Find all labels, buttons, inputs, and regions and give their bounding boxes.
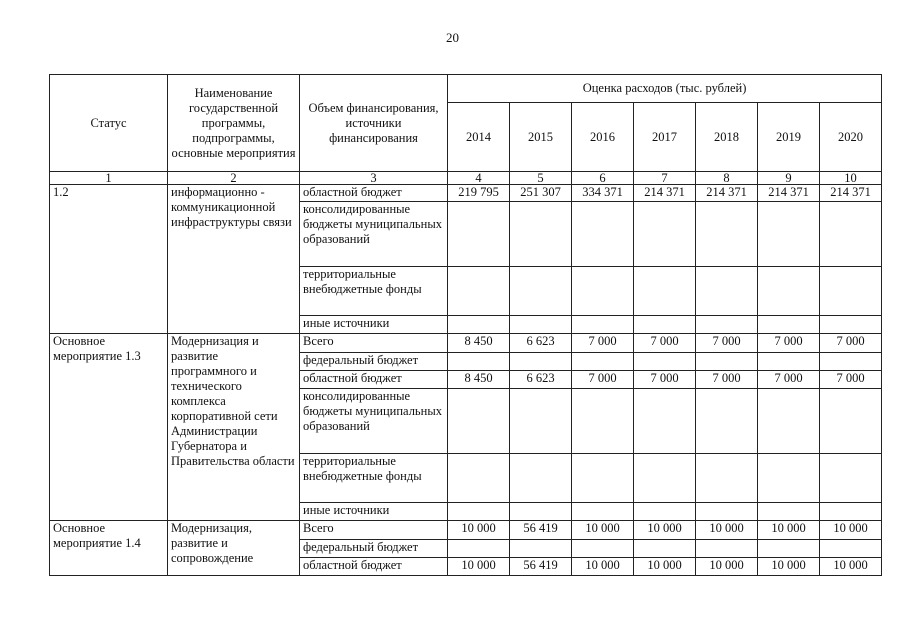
amount-cell xyxy=(758,202,820,267)
amount-cell: 6 623 xyxy=(510,371,572,389)
column-number: 5 xyxy=(510,172,572,185)
column-numbers-row xyxy=(50,172,882,185)
amount-cell xyxy=(634,316,696,334)
header-status: Статус xyxy=(50,75,168,172)
amount-cell xyxy=(510,540,572,558)
amount-cell xyxy=(510,503,572,521)
amount-cell xyxy=(448,389,510,454)
funding-source-cell: иные источники xyxy=(300,316,448,334)
amount-cell xyxy=(572,540,634,558)
column-number: 6 xyxy=(572,172,634,185)
amount-cell: 7 000 xyxy=(634,334,696,353)
amount-cell xyxy=(758,454,820,503)
amount-cell xyxy=(820,267,882,316)
amount-cell xyxy=(696,389,758,454)
column-number: 7 xyxy=(634,172,696,185)
table-row xyxy=(50,185,882,202)
amount-cell: 10 000 xyxy=(758,521,820,540)
amount-cell: 56 419 xyxy=(510,558,572,576)
amount-cell xyxy=(510,202,572,267)
amount-cell: 7 000 xyxy=(696,371,758,389)
amount-cell xyxy=(634,389,696,454)
funding-source-cell: областной бюджет xyxy=(300,371,448,389)
table-row xyxy=(50,334,882,353)
amount-cell xyxy=(696,316,758,334)
amount-cell: 10 000 xyxy=(634,558,696,576)
amount-cell: 214 371 xyxy=(758,185,820,202)
page-number: 20 xyxy=(446,30,459,45)
header-year: 2014 xyxy=(448,103,510,172)
amount-cell: 7 000 xyxy=(572,371,634,389)
header-program-name: Наименование государственной программы, подпрограммы, основные мероприятия xyxy=(168,75,300,172)
header-year: 2017 xyxy=(634,103,696,172)
status-cell: 1.2 xyxy=(50,185,168,334)
header-funding-volume: Объем финансирования, источники финансирования xyxy=(300,75,448,172)
amount-cell: 7 000 xyxy=(634,371,696,389)
amount-cell xyxy=(634,454,696,503)
program-name-cell: информационно - коммуникационной инфраструктуры связи xyxy=(168,185,300,334)
amount-cell xyxy=(820,503,882,521)
amount-cell: 10 000 xyxy=(696,521,758,540)
funding-source-cell: федеральный бюджет xyxy=(300,353,448,371)
amount-cell: 10 000 xyxy=(572,521,634,540)
amount-cell: 214 371 xyxy=(820,185,882,202)
amount-cell: 7 000 xyxy=(758,371,820,389)
status-cell: Основное мероприятие 1.4 xyxy=(50,521,168,576)
amount-cell xyxy=(448,454,510,503)
amount-cell: 10 000 xyxy=(758,558,820,576)
amount-cell xyxy=(634,202,696,267)
amount-cell xyxy=(572,503,634,521)
amount-cell: 10 000 xyxy=(448,558,510,576)
amount-cell xyxy=(696,353,758,371)
amount-cell xyxy=(572,316,634,334)
amount-cell xyxy=(820,202,882,267)
header-year: 2020 xyxy=(820,103,882,172)
amount-cell: 10 000 xyxy=(448,521,510,540)
amount-cell xyxy=(510,316,572,334)
amount-cell: 10 000 xyxy=(634,521,696,540)
amount-cell: 10 000 xyxy=(820,558,882,576)
column-number: 4 xyxy=(448,172,510,185)
amount-cell xyxy=(634,503,696,521)
amount-cell xyxy=(634,353,696,371)
amount-cell xyxy=(820,454,882,503)
amount-cell: 10 000 xyxy=(820,521,882,540)
table-row xyxy=(50,521,882,540)
funding-source-cell: Всего xyxy=(300,521,448,540)
amount-cell: 8 450 xyxy=(448,371,510,389)
amount-cell xyxy=(510,389,572,454)
amount-cell xyxy=(758,267,820,316)
amount-cell: 7 000 xyxy=(820,371,882,389)
amount-cell xyxy=(634,540,696,558)
amount-cell: 7 000 xyxy=(696,334,758,353)
funding-source-cell: консолидированные бюджеты муниципальных образований xyxy=(300,389,448,454)
amount-cell xyxy=(510,454,572,503)
funding-source-cell: консолидированные бюджеты муниципальных образований xyxy=(300,202,448,267)
column-number: 1 xyxy=(50,172,168,185)
amount-cell xyxy=(758,353,820,371)
column-number: 3 xyxy=(300,172,448,185)
amount-cell xyxy=(448,540,510,558)
column-number: 10 xyxy=(820,172,882,185)
program-name-cell: Модернизация и развитие программного и технического комплекса корпоративной сети Администрации Губернатора и Правительства области xyxy=(168,334,300,521)
amount-cell xyxy=(572,389,634,454)
budget-table xyxy=(49,74,882,576)
amount-cell xyxy=(448,202,510,267)
amount-cell xyxy=(820,389,882,454)
amount-cell: 7 000 xyxy=(572,334,634,353)
amount-cell xyxy=(696,202,758,267)
amount-cell xyxy=(572,202,634,267)
amount-cell xyxy=(448,267,510,316)
amount-cell: 251 307 xyxy=(510,185,572,202)
amount-cell: 6 623 xyxy=(510,334,572,353)
amount-cell: 8 450 xyxy=(448,334,510,353)
header-year: 2018 xyxy=(696,103,758,172)
amount-cell xyxy=(758,316,820,334)
amount-cell xyxy=(448,353,510,371)
amount-cell: 214 371 xyxy=(634,185,696,202)
amount-cell: 10 000 xyxy=(696,558,758,576)
program-name-cell: Модернизация, развитие и сопровождение xyxy=(168,521,300,576)
amount-cell xyxy=(758,540,820,558)
amount-cell xyxy=(634,267,696,316)
table-body xyxy=(50,185,882,576)
header-year: 2019 xyxy=(758,103,820,172)
header-year: 2015 xyxy=(510,103,572,172)
funding-source-cell: территориальные внебюджетные фонды xyxy=(300,267,448,316)
amount-cell xyxy=(510,353,572,371)
amount-cell xyxy=(448,503,510,521)
amount-cell: 219 795 xyxy=(448,185,510,202)
amount-cell xyxy=(696,540,758,558)
status-cell: Основное мероприятие 1.3 xyxy=(50,334,168,521)
header-year: 2016 xyxy=(572,103,634,172)
amount-cell xyxy=(572,353,634,371)
amount-cell xyxy=(696,267,758,316)
amount-cell xyxy=(572,454,634,503)
funding-source-cell: областной бюджет xyxy=(300,185,448,202)
amount-cell xyxy=(820,540,882,558)
amount-cell: 7 000 xyxy=(820,334,882,353)
amount-cell: 214 371 xyxy=(696,185,758,202)
funding-source-cell: федеральный бюджет xyxy=(300,540,448,558)
amount-cell: 7 000 xyxy=(758,334,820,353)
header-cost-estimate: Оценка расходов (тыс. рублей) xyxy=(448,75,882,103)
amount-cell: 10 000 xyxy=(572,558,634,576)
funding-source-cell: Всего xyxy=(300,334,448,353)
column-number: 8 xyxy=(696,172,758,185)
amount-cell xyxy=(572,267,634,316)
column-number: 2 xyxy=(168,172,300,185)
amount-cell xyxy=(448,316,510,334)
amount-cell xyxy=(696,454,758,503)
column-number: 9 xyxy=(758,172,820,185)
amount-cell xyxy=(510,267,572,316)
funding-source-cell: иные источники xyxy=(300,503,448,521)
amount-cell xyxy=(820,316,882,334)
amount-cell: 56 419 xyxy=(510,521,572,540)
funding-source-cell: территориальные внебюджетные фонды xyxy=(300,454,448,503)
amount-cell: 334 371 xyxy=(572,185,634,202)
amount-cell xyxy=(696,503,758,521)
amount-cell xyxy=(758,503,820,521)
amount-cell xyxy=(758,389,820,454)
funding-source-cell: областной бюджет xyxy=(300,558,448,576)
amount-cell xyxy=(820,353,882,371)
